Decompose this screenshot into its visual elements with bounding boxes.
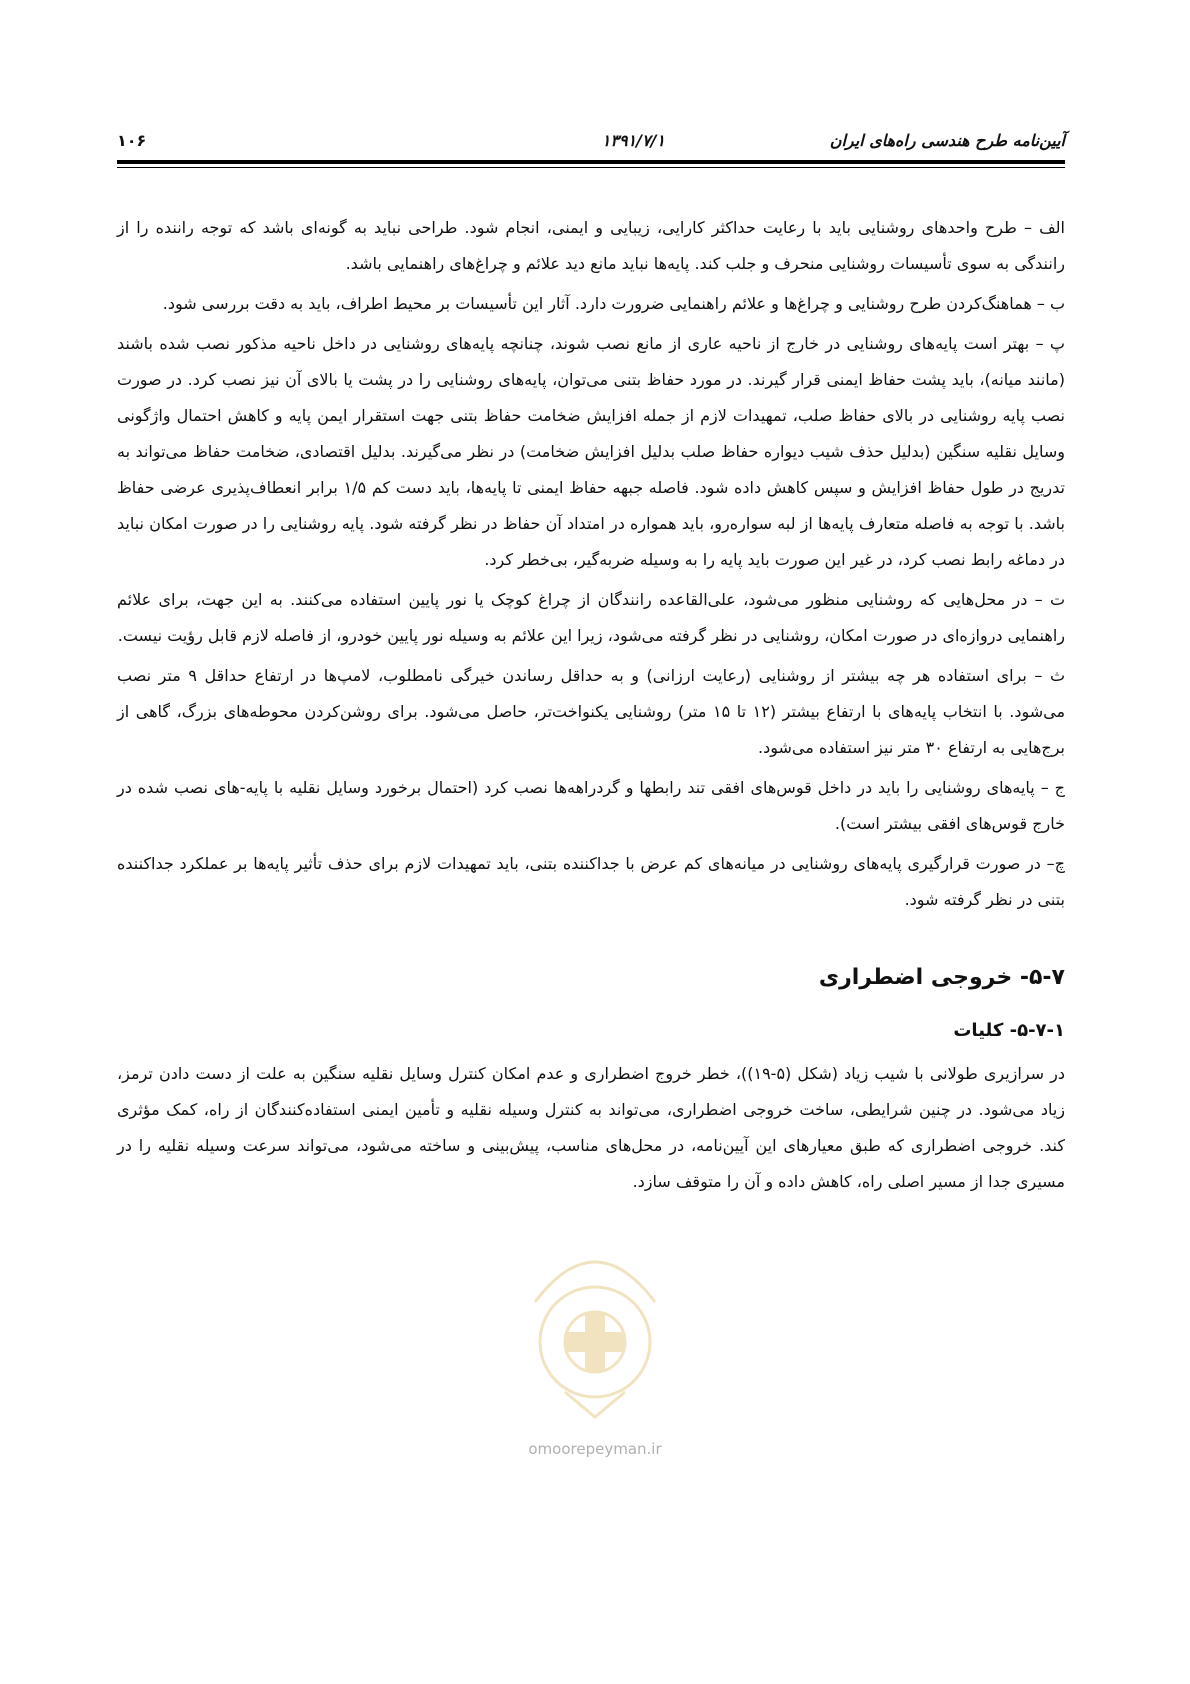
- paragraph-overview: در سرازیری طولانی با شیب زیاد (شکل (۵-۱۹))، خطر خروج اضطراری و عدم امکان کنترل وسایل نقلیه سنگین به علت از دست دادن ترمز، زیاد می‌شود. در چنین شرایطی، ساخت خروجی اضطراری، می‌تواند به کنترل وسیله نقلیه و تأمین ایمنی استفاده‌کنندگان از راه، کمک مؤثری کند. خروجی اضطراری که طبق معیارهای این آیین‌نامه، در محل‌های مناسب، پیش‌بینی و ساخته می‌شود، می‌تواند سرعت وسیله نقلیه را در مسیری جدا از مسیر اصلی راه، کاهش داده و آن را متوقف سازد.: [117, 1064, 1066, 1191]
- header-title: آیین‌نامه طرح هندسی راه‌های ایران: [829, 131, 1065, 150]
- paragraph-se: ث – برای استفاده هر چه بیشتر از روشنایی (رعایت ارزانی) و به حداقل رساندن خیرگی نامطلوب، لامپ‌ها در ارتفاع حداقل ۹ متر نصب می‌شود. با انتخاب پایه‌های با ارتفاع بیشتر (۱۲ تا ۱۵ متر) روشنایی یکنواخت‌تر، حاصل می‌شود. برای روشن‌کردن محوطه‌های بزرگ، گاهی از برج‌هایی به ارتفاع ۳۰ متر نیز استفاده می‌شود.: [117, 666, 1066, 757]
- header-rule-thick: [117, 160, 1065, 164]
- watermark-site: omoorepeyman.ir: [528, 1440, 662, 1458]
- paragraph-pe: پ – بهتر است پایه‌های روشنایی در خارج از ناحیه عاری از مانع نصب شوند، چنانچه پایه‌های روشنایی در داخل ناحیه مذکور نصب شده باشند (مانند میانه)، باید پشت حفاظ ایمنی قرار گیرند. در مورد حفاظ بتنی می‌توان، پایه‌های روشنایی را در پشت یا بالای آن نیز نصب کرد. در صورت نصب پایه روشنایی در بالای حفاظ صلب، تمهیدات لازم از جمله افزایش ضخامت حفاظ بتنی جهت استقرار ایمن پایه و کاهش احتمال واژگونی وسایل نقلیه سنگین (بدلیل حذف شیب دیواره حفاظ صلب بدلیل افزایش ضخامت) در نظر می‌گیرند. بدلیل اقتصادی، ضخامت حفاظ می‌تواند به تدریج در طول حفاظ افزایش و سپس کاهش داده شود. فاصله جبهه حفاظ ایمنی تا پایه‌ها، باید دست کم ۱/۵ برابر انعطاف‌پذیری عرضی حفاظ باشد. با توجه به فاصله متعارف پایه‌ها از لبه سواره‌رو، باید همواره در امتداد آن حفاظ در نظر گرفته شود. پایه روشنایی را در صورت امکان نباید در دماغه رابط نصب کرد، در غیر این صورت باید پایه را به وسیله ضربه‌گیر، بی‌خطر کرد.: [117, 334, 1065, 569]
- paragraph-te: ت – در محل‌هایی که روشنایی منظور می‌شود، علی‌القاعده رانندگان از چراغ کوچک یا نور پایین استفاده می‌کنند. به این جهت، برای علائم راهنمایی دروازه‌ای در صورت امکان، روشنایی در نظر گرفته می‌شود، زیرا این علائم به وسیله نور پایین خودرو، از فاصله لازم قابل رؤیت نیست.: [117, 590, 1065, 645]
- subsection-heading: ۵-۷-۱- کلیات: [953, 1020, 1065, 1041]
- page-number: ۱۰۶: [117, 131, 147, 150]
- paragraph-jim: ج – پایه‌های روشنایی را باید در داخل قوس‌های افقی تند رابطها و گردراهه‌ها نصب کرد (احتمال برخورد وسایل نقلیه با پایه-های نصب شده در خارج قوس‌های افقی بیشتر است).: [117, 778, 1065, 833]
- header-date: ۱۳۹۱/۷/۱: [601, 131, 665, 150]
- section-heading: ۵-۷- خروجی اضطراری: [818, 965, 1065, 990]
- header-rule-thin: [117, 167, 1065, 168]
- body-text: [117, 210, 1065, 1204]
- paragraph-alef: الف – طرح واحدهای روشنایی باید با رعایت حداکثر کارایی، زیبایی و ایمنی، انجام شود. طراحی نباید به گونه‌ای باشد که توجه راننده را از رانندگی به سوی تأسیسات روشنایی منحرف و جلب کند. پایه‌ها نباید مانع دید علائم و چراغ‌های راهنمایی باشد.: [117, 218, 1065, 273]
- watermark-logo-icon: [505, 1232, 685, 1422]
- paragraph-che: چ– در صورت قرارگیری پایه‌های روشنایی در میانه‌های کم عرض با جداکننده بتنی، باید تمهیدات لازم برای حذف تأثیر پایه‌ها بر عملکرد جداکننده بتنی در نظر گرفته شود.: [117, 854, 1065, 909]
- paragraph-be: ب – هماهنگ‌کردن طرح روشنایی و چراغ‌ها و علائم راهنمایی ضرورت دارد. آثار این تأسیسات بر محیط اطراف، باید به دقت بررسی شود.: [162, 294, 1065, 313]
- page-header: [117, 128, 1065, 160]
